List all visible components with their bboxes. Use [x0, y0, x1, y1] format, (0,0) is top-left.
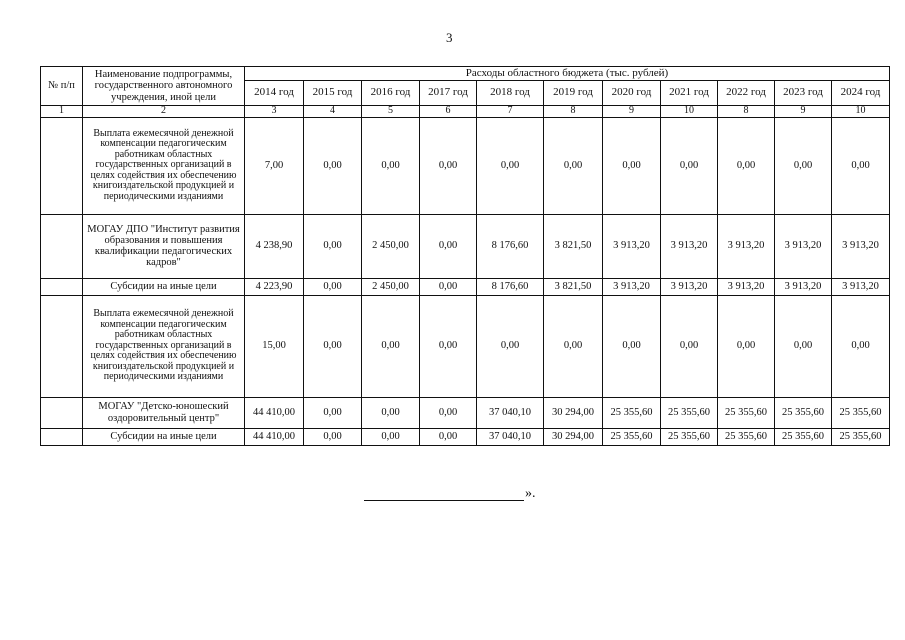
- cell-value: 0,00: [661, 295, 718, 397]
- header-num: № п/п: [41, 67, 83, 106]
- cell-value: 3 913,20: [661, 278, 718, 295]
- cell-value: 3 913,20: [832, 278, 890, 295]
- header-year: 2015 год: [304, 81, 362, 106]
- cell-value: 25 355,60: [661, 397, 718, 428]
- table-row: [41, 214, 890, 278]
- column-number: 6: [420, 106, 477, 118]
- cell-value: 0,00: [304, 397, 362, 428]
- cell-value: 0,00: [832, 295, 890, 397]
- table-row: [41, 117, 890, 214]
- cell-value: 25 355,60: [718, 428, 775, 445]
- cell-value: 0,00: [477, 117, 544, 214]
- cell-value: 0,00: [544, 295, 603, 397]
- header-name: Наименование подпрограммы, государственного автономного учреждения, иной цели: [83, 67, 245, 106]
- column-number: 10: [661, 106, 718, 118]
- cell-value: 0,00: [420, 278, 477, 295]
- column-number: 3: [245, 106, 304, 118]
- cell-value: 25 355,60: [603, 397, 661, 428]
- row-name: Выплата ежемесячной денежной компенсации педагогическим работникам областных государственных организаций в целях содействия их обеспечению книгоиздательской продукцией и периодическими изданиями: [83, 117, 245, 214]
- cell-value: 2 450,00: [362, 214, 420, 278]
- cell-value: 3 913,20: [775, 278, 832, 295]
- cell-value: 0,00: [775, 117, 832, 214]
- signature-line: [364, 490, 524, 501]
- table-row: [41, 278, 890, 295]
- row-number: [41, 117, 83, 214]
- cell-value: 3 821,50: [544, 278, 603, 295]
- column-number: 1: [41, 106, 83, 118]
- column-number: 4: [304, 106, 362, 118]
- row-number: [41, 295, 83, 397]
- cell-value: 3 913,20: [603, 278, 661, 295]
- column-number: 5: [362, 106, 420, 118]
- cell-value: 25 355,60: [832, 428, 890, 445]
- header-year: 2019 год: [544, 81, 603, 106]
- cell-value: 0,00: [420, 397, 477, 428]
- cell-value: 4 223,90: [245, 278, 304, 295]
- cell-value: 0,00: [304, 295, 362, 397]
- cell-value: 0,00: [304, 214, 362, 278]
- table-row: [41, 428, 890, 445]
- header-year: 2020 год: [603, 81, 661, 106]
- column-number: 9: [775, 106, 832, 118]
- cell-value: 8 176,60: [477, 278, 544, 295]
- table-row: [41, 397, 890, 428]
- cell-value: 8 176,60: [477, 214, 544, 278]
- cell-value: 44 410,00: [245, 397, 304, 428]
- cell-value: 0,00: [477, 295, 544, 397]
- row-number: [41, 397, 83, 428]
- cell-value: 25 355,60: [775, 397, 832, 428]
- column-number: 9: [603, 106, 661, 118]
- column-number: 7: [477, 106, 544, 118]
- cell-value: 3 821,50: [544, 214, 603, 278]
- row-number: [41, 428, 83, 445]
- cell-value: 0,00: [420, 428, 477, 445]
- cell-value: 0,00: [603, 117, 661, 214]
- header-year: 2022 год: [718, 81, 775, 106]
- cell-value: 0,00: [304, 117, 362, 214]
- cell-value: 0,00: [832, 117, 890, 214]
- cell-value: 37 040,10: [477, 428, 544, 445]
- header-year: 2018 год: [477, 81, 544, 106]
- closing-mark: ».: [525, 486, 536, 501]
- cell-value: 25 355,60: [661, 428, 718, 445]
- row-name: МОГАУ ДПО "Институт развития образования и повышения квалификации педагогических кадров": [83, 214, 245, 278]
- cell-value: 3 913,20: [718, 214, 775, 278]
- header-expenses: Расходы областного бюджета (тыс. рублей): [245, 67, 890, 81]
- cell-value: 4 238,90: [245, 214, 304, 278]
- cell-value: 2 450,00: [362, 278, 420, 295]
- cell-value: 0,00: [420, 117, 477, 214]
- cell-value: 30 294,00: [544, 397, 603, 428]
- cell-value: 30 294,00: [544, 428, 603, 445]
- row-name: Субсидии на иные цели: [83, 278, 245, 295]
- cell-value: 0,00: [718, 117, 775, 214]
- cell-value: 0,00: [661, 117, 718, 214]
- cell-value: 3 913,20: [775, 214, 832, 278]
- cell-value: 25 355,60: [603, 428, 661, 445]
- cell-value: 0,00: [775, 295, 832, 397]
- header-year: 2024 год: [832, 81, 890, 106]
- cell-value: 3 913,20: [832, 214, 890, 278]
- header-year: 2017 год: [420, 81, 477, 106]
- budget-table: [40, 66, 890, 446]
- column-number: 8: [718, 106, 775, 118]
- header-year: 2023 год: [775, 81, 832, 106]
- cell-value: 0,00: [304, 428, 362, 445]
- cell-value: 25 355,60: [832, 397, 890, 428]
- cell-value: 0,00: [603, 295, 661, 397]
- column-number: 8: [544, 106, 603, 118]
- cell-value: 0,00: [304, 278, 362, 295]
- page-number: 3: [446, 30, 453, 45]
- row-number: [41, 214, 83, 278]
- cell-value: 15,00: [245, 295, 304, 397]
- header-year: 2014 год: [245, 81, 304, 106]
- cell-value: 0,00: [362, 295, 420, 397]
- cell-value: 0,00: [362, 117, 420, 214]
- cell-value: 0,00: [420, 214, 477, 278]
- table-row: [41, 295, 890, 397]
- cell-value: 25 355,60: [775, 428, 832, 445]
- cell-value: 37 040,10: [477, 397, 544, 428]
- cell-value: 7,00: [245, 117, 304, 214]
- column-number: 10: [832, 106, 890, 118]
- row-name: МОГАУ "Детско-юношеский оздоровительный центр": [83, 397, 245, 428]
- cell-value: 0,00: [362, 428, 420, 445]
- cell-value: 0,00: [420, 295, 477, 397]
- row-name: Субсидии на иные цели: [83, 428, 245, 445]
- cell-value: 3 913,20: [718, 278, 775, 295]
- cell-value: 44 410,00: [245, 428, 304, 445]
- cell-value: 3 913,20: [603, 214, 661, 278]
- cell-value: 0,00: [544, 117, 603, 214]
- cell-value: 0,00: [362, 397, 420, 428]
- header-year: 2021 год: [661, 81, 718, 106]
- column-number-row: [41, 106, 890, 118]
- cell-value: 0,00: [718, 295, 775, 397]
- cell-value: 25 355,60: [718, 397, 775, 428]
- header-year: 2016 год: [362, 81, 420, 106]
- row-name: Выплата ежемесячной денежной компенсации педагогическим работникам областных государственных организаций в целях содействия их обеспечению книгоиздательской продукцией и периодическими изданиями: [83, 295, 245, 397]
- row-number: [41, 278, 83, 295]
- column-number: 2: [83, 106, 245, 118]
- cell-value: 3 913,20: [661, 214, 718, 278]
